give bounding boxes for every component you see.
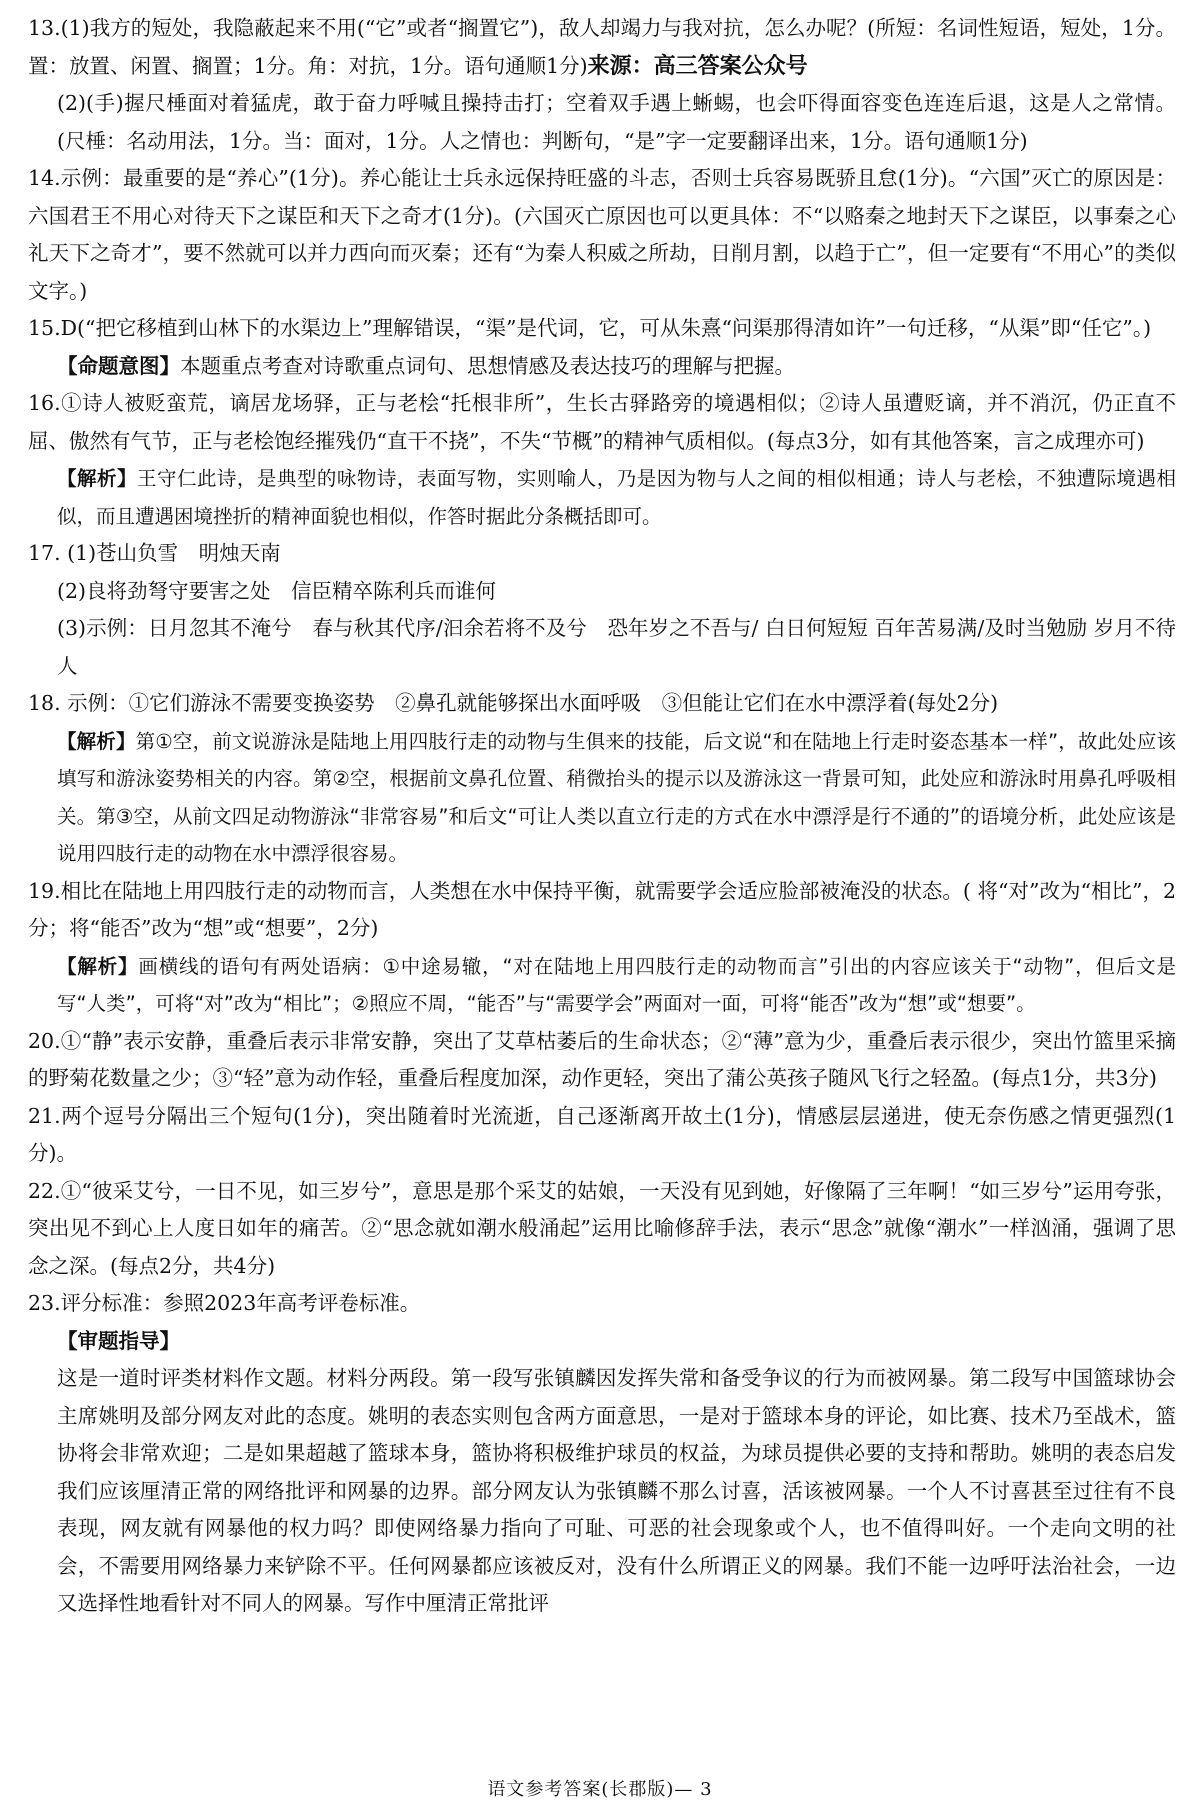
answer-page xyxy=(28,10,1176,1623)
page-footer: 语文参考答案(长郡版)— 3 xyxy=(487,1779,713,1800)
guide-text: 这是一道时评类材料作文题。材料分两段。第一段写张镇麟因发挥失常和备受争议的行为而被网暴。第二段写中国篮球协会主席姚明及部分网友对此的态度。姚明的表态实则包含两方面意思，一是对于篮球本身的评论，如比赛、技术乃至战术，篮协将会非常欢迎；二是如果超越了篮球本身，篮协将积极维护球员的权益，为球员提供必要的支持和帮助。姚明的表态启发我们应该厘清正常的网络批评和网暴的边界。部分网友认为张镇麟不那么讨喜，活该被网暴。一个人不讨喜甚至过往有不良表现，网友就有网暴他的权力吗？即使网络暴力指向了可耻、可恶的社会现象或个人，也不值得叫好。一个走向文明的社会，不需要用网络暴力来铲除不平。任何网暴都应该被反对，没有什么所谓正义的网暴。我们不能一边呼吁法治社会，一边又选择性地看针对不同人的网暴。写作中厘清正常批评 xyxy=(57,1366,1176,1615)
q17-line1: 17. (1)苍山负雪 明烛天南 xyxy=(28,541,281,565)
q19-answer: 19.相比在陆地上用四肢行走的动物而言，人类想在水中保持平衡，就需要学会适应脸部被淹没的状态。( 将“对”改为“相比”，2分；将“能否”改为“想”或“想要”，2分) xyxy=(28,878,1176,940)
analysis-tag: 【解析】 xyxy=(57,467,137,490)
q15-answer: 15.D(“把它移植到山林下的水渠边上”理解错误，“渠”是代词，它，可从朱熹“问渠那得清如许”一句迁移，“从渠”即“任它”。) xyxy=(28,316,1152,340)
q13-part1: 13.(1)我方的短处，我隐蔽起来不用(“它”或者“搁置它”)，敌人却竭力与我对抗，怎么办呢？(所短：名词性短语，短处，1分。置：放置、闲置、搁置；1分。角：对抗，1分。语句通顺1分)来源：高三答案公众号 xyxy=(28,16,1176,79)
q15-intent: 【命题意图】本题重点考查对诗歌重点词句、思想情感及表达技巧的理解与把握。 xyxy=(57,353,795,378)
analysis-tag: 【解析】 xyxy=(57,729,136,753)
source-watermark: 来源：高三答案公众号 xyxy=(587,53,808,79)
q23-answer: 23.评分标准：参照2023年高考评卷标准。 xyxy=(28,1291,421,1315)
q16-analysis: 【解析】王守仁此诗，是典型的咏物诗，表面写物，实则喻人，乃是因为物与人之间的相似相通；诗人与老桧，不独遭际境遇相似，而且遭遇困境挫折的精神面貌也相似，作答时据此分条概括即可。 xyxy=(57,467,1176,528)
q17-line3: (3)示例：日月忽其不淹兮 春与秋其代序/汩余若将不及兮 恐年岁之不吾与/ 白日何短短 百年苦易满/及时当勉励 岁月不待人 xyxy=(57,616,1176,678)
q22-answer: 22.①“彼采艾兮，一日不见，如三岁兮”，意思是那个采艾的姑娘，一天没有见到她，好像隔了三年啊！“如三岁兮”运用夸张，突出见不到心上人度日如年的痛苦。②“思念就如潮水般涌起”运用比喻修辞手法，表示“思念”就像“潮水”一样汹涌，强调了思念之深。(每点2分，共4分) xyxy=(28,1178,1176,1278)
q18-answer: 18. 示例：①它们游泳不需要变换姿势 ②鼻孔就能够探出水面呼吸 ③但能让它们在水中漂浮着(每处2分) xyxy=(28,691,999,715)
analysis-tag: 【解析】 xyxy=(57,954,139,978)
q17-line2: (2)良将劲弩守要害之处 信臣精卒陈利兵而谁何 xyxy=(57,578,497,603)
q16-answer: 16.①诗人被贬蛮荒，谪居龙场驿，正与老桧“托根非所”，生长古驿路旁的境遇相似；②诗人虽遭贬谪，并不消沉，仍正直不屈、傲然有气节，正与老桧饱经摧残仍“直干不挠”，不失“节概”的精神气质相似。(每点3分，如有其他答案，言之成理亦可) xyxy=(28,391,1176,453)
q18-analysis: 【解析】第①空，前文说游泳是陆地上用四肢行走的动物与生俱来的技能，后文说“和在陆地上行走时姿态基本一样”，故此处应该填写和游泳姿势相关的内容。第②空，根据前文鼻孔位置、稍微抬头的提示以及游泳这一背景可知，此处应和游泳时用鼻孔呼吸相关。第③空，从前文四足动物游泳“非常容易”和后文“可让人类以直立行走的方式在水中漂浮是行不通的”的语境分析，此处应该是说用四肢行走的动物在水中漂浮很容易。 xyxy=(57,729,1176,865)
guide-tag: 【审题指导】 xyxy=(57,1328,180,1353)
q19-analysis: 【解析】画横线的语句有两处语病：①中途易辙，“对在陆地上用四肢行走的动物而言”引出的内容应该关于“动物”，但后文是写“人类”，可将“对”改为“相比”；②照应不周，“能否”与“需要学会”两面对一面，可将“能否”改为“想”或“想要”。 xyxy=(57,954,1176,1015)
q21-answer: 21.两个逗号分隔出三个短句(1分)，突出随着时光流逝，自己逐渐离开故土(1分)，情感层层递进，使无奈伤感之情更强烈(1分)。 xyxy=(28,1103,1176,1165)
q20-answer: 20.①“静”表示安静，重叠后表示非常安静，突出了艾草枯萎后的生命状态；②“薄”意为少，重叠后表示很少，突出竹篮里采摘的野菊花数量之少；③“轻”意为动作轻，重叠后程度加深，动作更轻，突出了蒲公英孩子随风飞行之轻盈。(每点1分，共3分) xyxy=(28,1028,1176,1090)
q14-answer: 14.示例：最重要的是“养心”(1分)。养心能让士兵永远保持旺盛的斗志，否则士兵容易既骄且怠(1分)。“六国”灭亡的原因是：六国君王不用心对待天下之谋臣和天下之奇才(1分)。(六国灭亡原因也可以更具体：不“以赂秦之地封天下之谋臣，以事秦之心礼天下之奇才”，要不然就可以并力西向而灭秦；还有“为秦人积威之所劫，日削月割，以趋于亡”，但一定要有“不用心”的类似文字。) xyxy=(28,166,1176,303)
q13-part2: (2)(手)握尺棰面对着猛虎，敢于奋力呼喊且操持击打；空着双手遇上蜥蜴，也会吓得面容变色连连后退，这是人之常情。(尺棰：名动用法，1分。当：面对，1分。人之情也：判断句，“是”字一定要翻译出来，1分。语句通顺1分) xyxy=(57,91,1176,153)
intent-tag: 【命题意图】 xyxy=(57,353,180,378)
